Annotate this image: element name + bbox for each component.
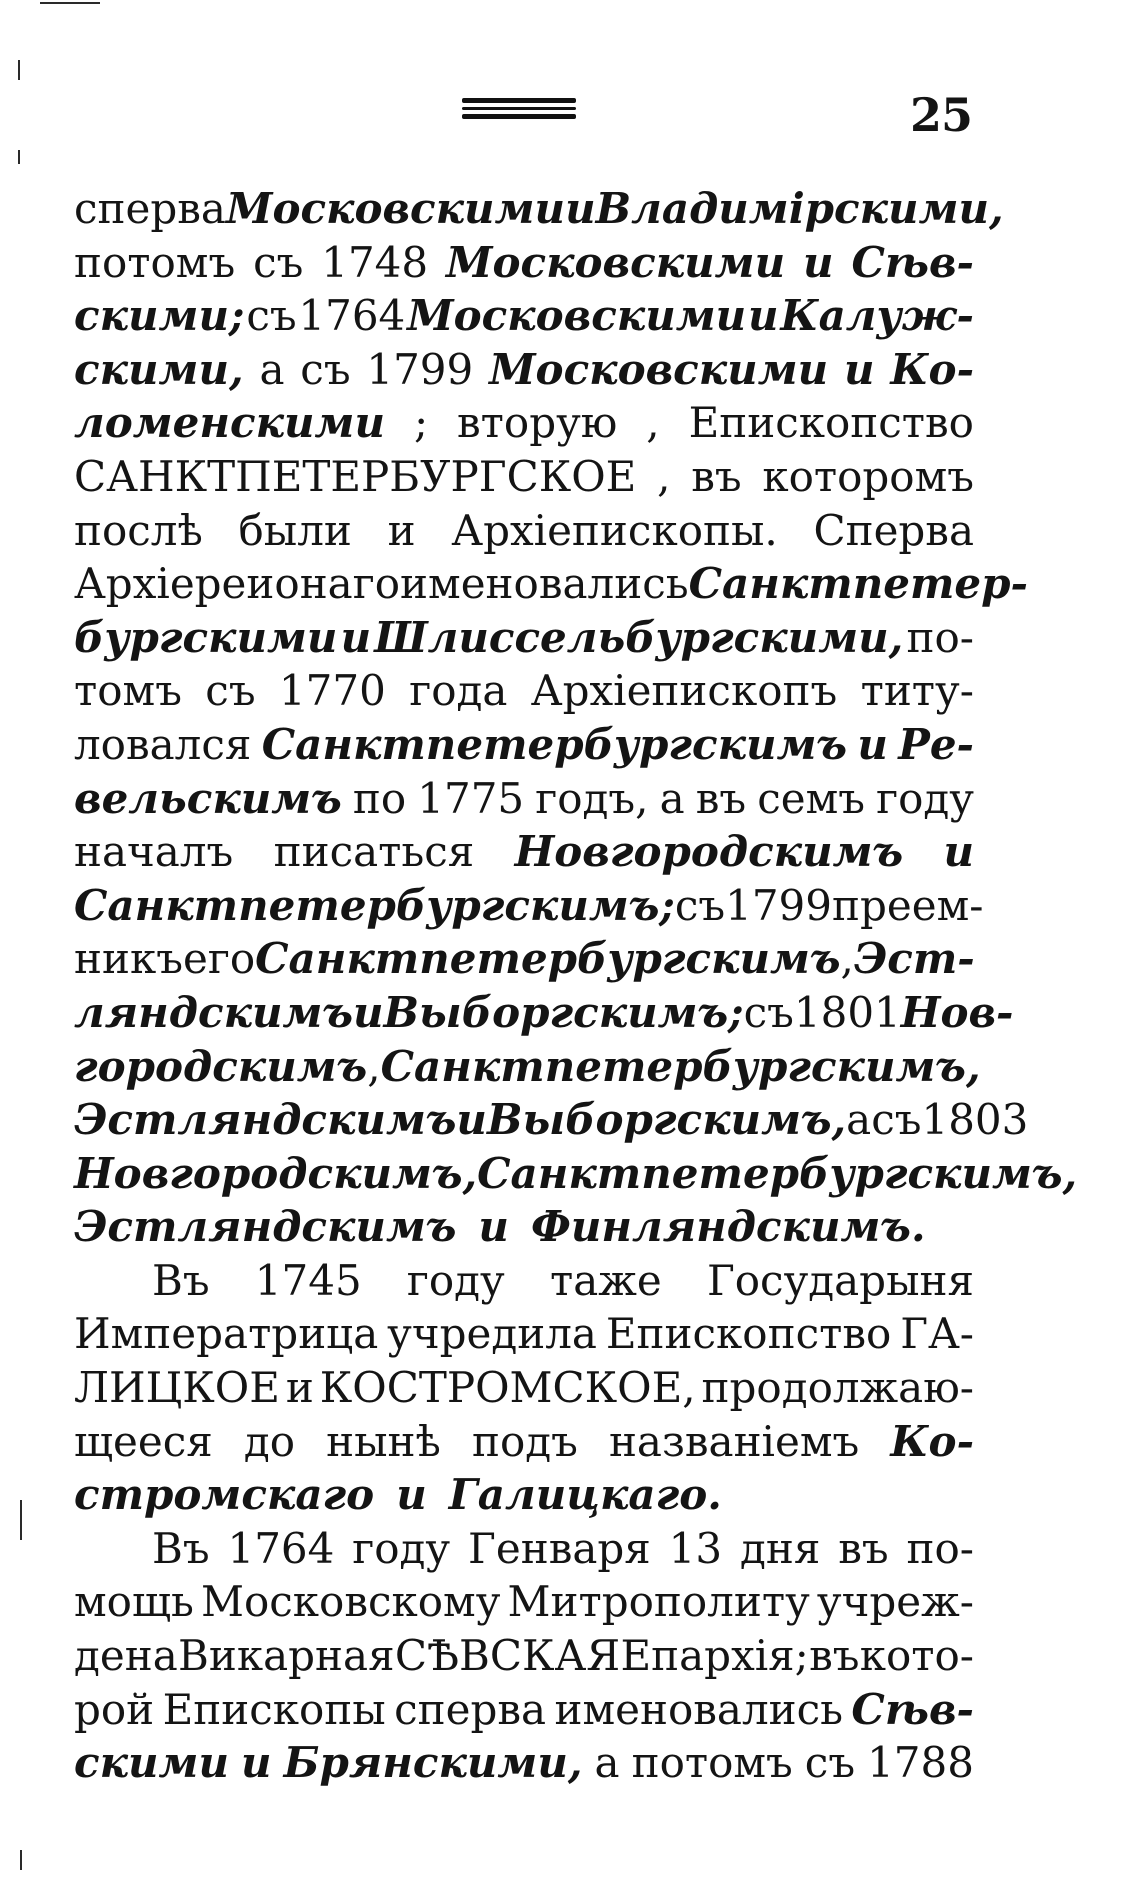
word: Санктпетербургскимъ; — [74, 880, 675, 930]
word: началъ — [74, 827, 234, 877]
word: а — [259, 344, 285, 394]
word: годъ, — [535, 773, 649, 823]
text-line — [74, 1522, 974, 1576]
word: Выборгскимъ, — [486, 1095, 847, 1145]
word: а — [659, 773, 685, 823]
word: щееся — [74, 1416, 213, 1466]
word: въ — [695, 773, 747, 823]
word: и — [943, 827, 974, 877]
word: съ — [246, 291, 297, 341]
text-line — [74, 1200, 974, 1254]
word: Епископы — [162, 1684, 386, 1734]
word: и — [353, 987, 384, 1037]
word: съ — [674, 880, 726, 930]
word: Владимірскими, — [595, 184, 1004, 233]
word: , — [657, 451, 671, 501]
word: его — [182, 934, 256, 984]
word: году — [876, 773, 974, 823]
word: Московскими — [489, 344, 829, 394]
text-line — [74, 1307, 974, 1361]
word: 13 — [668, 1523, 723, 1573]
word: ЛИЦКОЕ — [74, 1363, 280, 1413]
word: Санктпетербургскимъ — [255, 934, 841, 984]
word: а — [594, 1738, 620, 1788]
word: Викарная — [178, 1631, 395, 1681]
word: Ко- — [890, 344, 974, 394]
left-margin-mark — [18, 60, 20, 80]
word: и — [478, 1202, 509, 1252]
word: Московскими — [446, 237, 786, 287]
text-line — [74, 557, 1028, 611]
word: Новгородскимъ,Санктпетербургскимъ, — [74, 1148, 1078, 1198]
word: 1764 — [227, 1523, 335, 1573]
word: ляндскимъ — [74, 987, 353, 1037]
text-line — [74, 611, 974, 665]
word: ГА- — [900, 1309, 974, 1359]
word: и — [565, 184, 596, 233]
text-line — [74, 986, 1014, 1040]
word: Ре- — [898, 719, 974, 769]
text-line — [74, 1040, 981, 1094]
text-line — [74, 825, 974, 879]
word: Сперва — [813, 505, 974, 555]
text-line — [74, 504, 974, 558]
text-line — [74, 1361, 974, 1415]
word: и — [340, 612, 372, 662]
word: скими, — [74, 344, 244, 394]
word: СѢВСКАЯ — [394, 1631, 621, 1681]
word: Санктпетербургскимъ, — [380, 1041, 981, 1091]
word: Императрица — [74, 1309, 379, 1359]
word: мощь — [74, 1577, 194, 1627]
word: были — [238, 505, 352, 555]
word: и — [748, 291, 779, 341]
word: таже — [549, 1255, 662, 1305]
word: дена — [74, 1631, 178, 1681]
word: по- — [906, 612, 974, 662]
word: ловался — [74, 719, 252, 769]
text-line — [74, 1254, 974, 1308]
word: Московскими — [225, 184, 566, 233]
word: и — [241, 1738, 272, 1788]
word: 1748 — [321, 237, 429, 287]
word: послѣ — [74, 505, 203, 555]
word: дня — [740, 1523, 821, 1573]
word: Брянскими, — [283, 1738, 583, 1788]
word: преем- — [832, 880, 984, 930]
word: съ — [205, 666, 256, 716]
word: названіемъ — [608, 1416, 860, 1466]
left-margin-mark — [20, 1500, 22, 1540]
text-line — [74, 396, 974, 450]
word: Новгородскимъ — [514, 827, 904, 877]
word: учреж- — [816, 1577, 974, 1627]
word: Московскому — [200, 1577, 501, 1627]
word: Въ — [152, 1523, 210, 1573]
word: скими — [74, 1738, 229, 1788]
word: бургскими — [74, 612, 338, 662]
word: и — [285, 1363, 314, 1413]
word: , — [367, 1041, 381, 1091]
word: Московскими — [407, 291, 747, 341]
word: и — [387, 505, 416, 555]
word: Шлиссельбургскими, — [374, 612, 904, 662]
word: и — [456, 1095, 487, 1145]
word: 1745 — [254, 1255, 362, 1305]
text-line — [74, 1093, 1029, 1147]
word: съ — [253, 237, 304, 287]
text-line — [74, 772, 974, 826]
word: а — [846, 1095, 872, 1145]
word: Калуж- — [780, 291, 974, 341]
word: титу- — [860, 666, 974, 716]
word: 1799 — [366, 344, 474, 394]
word: САНКТПЕТЕРБУРГСКОЕ — [74, 451, 637, 501]
word: рой — [74, 1684, 155, 1734]
word: подъ — [471, 1416, 578, 1466]
word: съ — [743, 987, 794, 1037]
word: въ — [838, 1523, 889, 1573]
word: которомъ — [762, 451, 974, 501]
word: и — [396, 1470, 427, 1520]
word: Сѣв- — [851, 237, 974, 287]
text-line — [74, 1575, 974, 1629]
text-line — [74, 718, 974, 772]
page-number: 25 — [909, 88, 972, 142]
word: и — [803, 237, 834, 287]
word: до — [243, 1416, 296, 1466]
word: нынѣ — [326, 1416, 441, 1466]
word: съ — [804, 1738, 856, 1788]
word: Галицкаго. — [448, 1470, 722, 1520]
word: ; — [413, 398, 429, 448]
word: съ — [300, 344, 351, 394]
word: вторую — [457, 398, 618, 448]
word: Нов- — [900, 987, 1014, 1037]
text-line — [74, 236, 974, 290]
word: Ко- — [890, 1416, 974, 1466]
word: года — [409, 666, 508, 716]
word: томъ — [74, 666, 182, 716]
word: Санктпетербургскимъ — [261, 719, 848, 769]
word: въ — [809, 1631, 860, 1681]
word: Государыня — [706, 1255, 974, 1305]
word: Епархія; — [620, 1631, 809, 1681]
word: Митрополиту — [507, 1577, 810, 1627]
word: году — [352, 1523, 451, 1573]
text-line — [74, 450, 974, 504]
text-line — [74, 1629, 974, 1683]
text-line — [74, 1147, 1078, 1201]
word: Архіепископы. — [451, 505, 778, 555]
text-line — [74, 182, 1004, 236]
word: учредила — [387, 1309, 597, 1359]
word: Выборгскимъ; — [383, 987, 744, 1037]
text-line — [74, 932, 974, 986]
word: Эстляндскимъ — [74, 1095, 457, 1145]
word: по- — [906, 1523, 974, 1573]
word: никъ — [74, 934, 183, 984]
word: скими; — [74, 291, 245, 341]
header-ornament-rule — [462, 98, 576, 123]
word: Архіереи — [74, 559, 275, 609]
word: потомъ — [74, 237, 236, 287]
word: 1788 — [867, 1738, 974, 1788]
word: въ — [691, 451, 742, 501]
word: Финляндскимъ. — [530, 1202, 926, 1252]
word: сперва — [74, 184, 226, 233]
word: 1801 — [793, 987, 901, 1037]
word: потомъ — [631, 1738, 793, 1788]
left-margin-mark — [20, 1850, 22, 1870]
word: Генваря — [468, 1523, 651, 1573]
word: 1799 — [725, 880, 832, 930]
word: стромскаго — [74, 1470, 375, 1520]
word: Сѣв- — [851, 1684, 974, 1734]
top-edge-mark — [40, 2, 100, 4]
text-line — [74, 289, 974, 343]
body-text — [74, 182, 1078, 1790]
word: Эстляндскимъ — [74, 1202, 457, 1252]
word: Санктпетер- — [688, 559, 1028, 609]
text-line — [74, 1683, 974, 1737]
word: 1775 — [417, 773, 525, 823]
word: семъ — [757, 773, 866, 823]
word: 1770 — [278, 666, 386, 716]
word: городскимъ — [74, 1041, 368, 1091]
text-line — [74, 343, 974, 397]
word: ломенскими — [74, 398, 386, 448]
word: по — [352, 773, 407, 823]
word: году — [406, 1255, 505, 1305]
word: кото- — [859, 1631, 974, 1681]
text-line — [74, 879, 984, 933]
word: сперва — [394, 1684, 547, 1734]
word: 1803 — [921, 1095, 1029, 1145]
word: именовались — [400, 559, 689, 609]
word: продолжаю- — [701, 1363, 974, 1413]
text-line — [74, 1415, 974, 1469]
word: Епископство — [688, 398, 974, 448]
left-margin-mark — [18, 150, 20, 164]
word: Эст- — [853, 934, 975, 984]
word: именовались — [554, 1684, 844, 1734]
word: писаться — [273, 827, 475, 877]
text-line — [74, 1468, 974, 1522]
word: , — [840, 934, 854, 984]
word: онаго — [274, 559, 401, 609]
word: 1764 — [298, 291, 406, 341]
word: Въ — [152, 1255, 210, 1305]
word: Архіепископъ — [530, 666, 838, 716]
word: КОСТРОМСКОЕ, — [319, 1363, 696, 1413]
text-line — [74, 664, 974, 718]
word: Епископство — [605, 1309, 892, 1359]
word: и — [843, 344, 875, 394]
word: вельскимъ — [74, 773, 342, 823]
word: , — [646, 398, 660, 448]
word: и — [857, 719, 888, 769]
word: съ — [871, 1095, 922, 1145]
text-line — [74, 1736, 974, 1790]
